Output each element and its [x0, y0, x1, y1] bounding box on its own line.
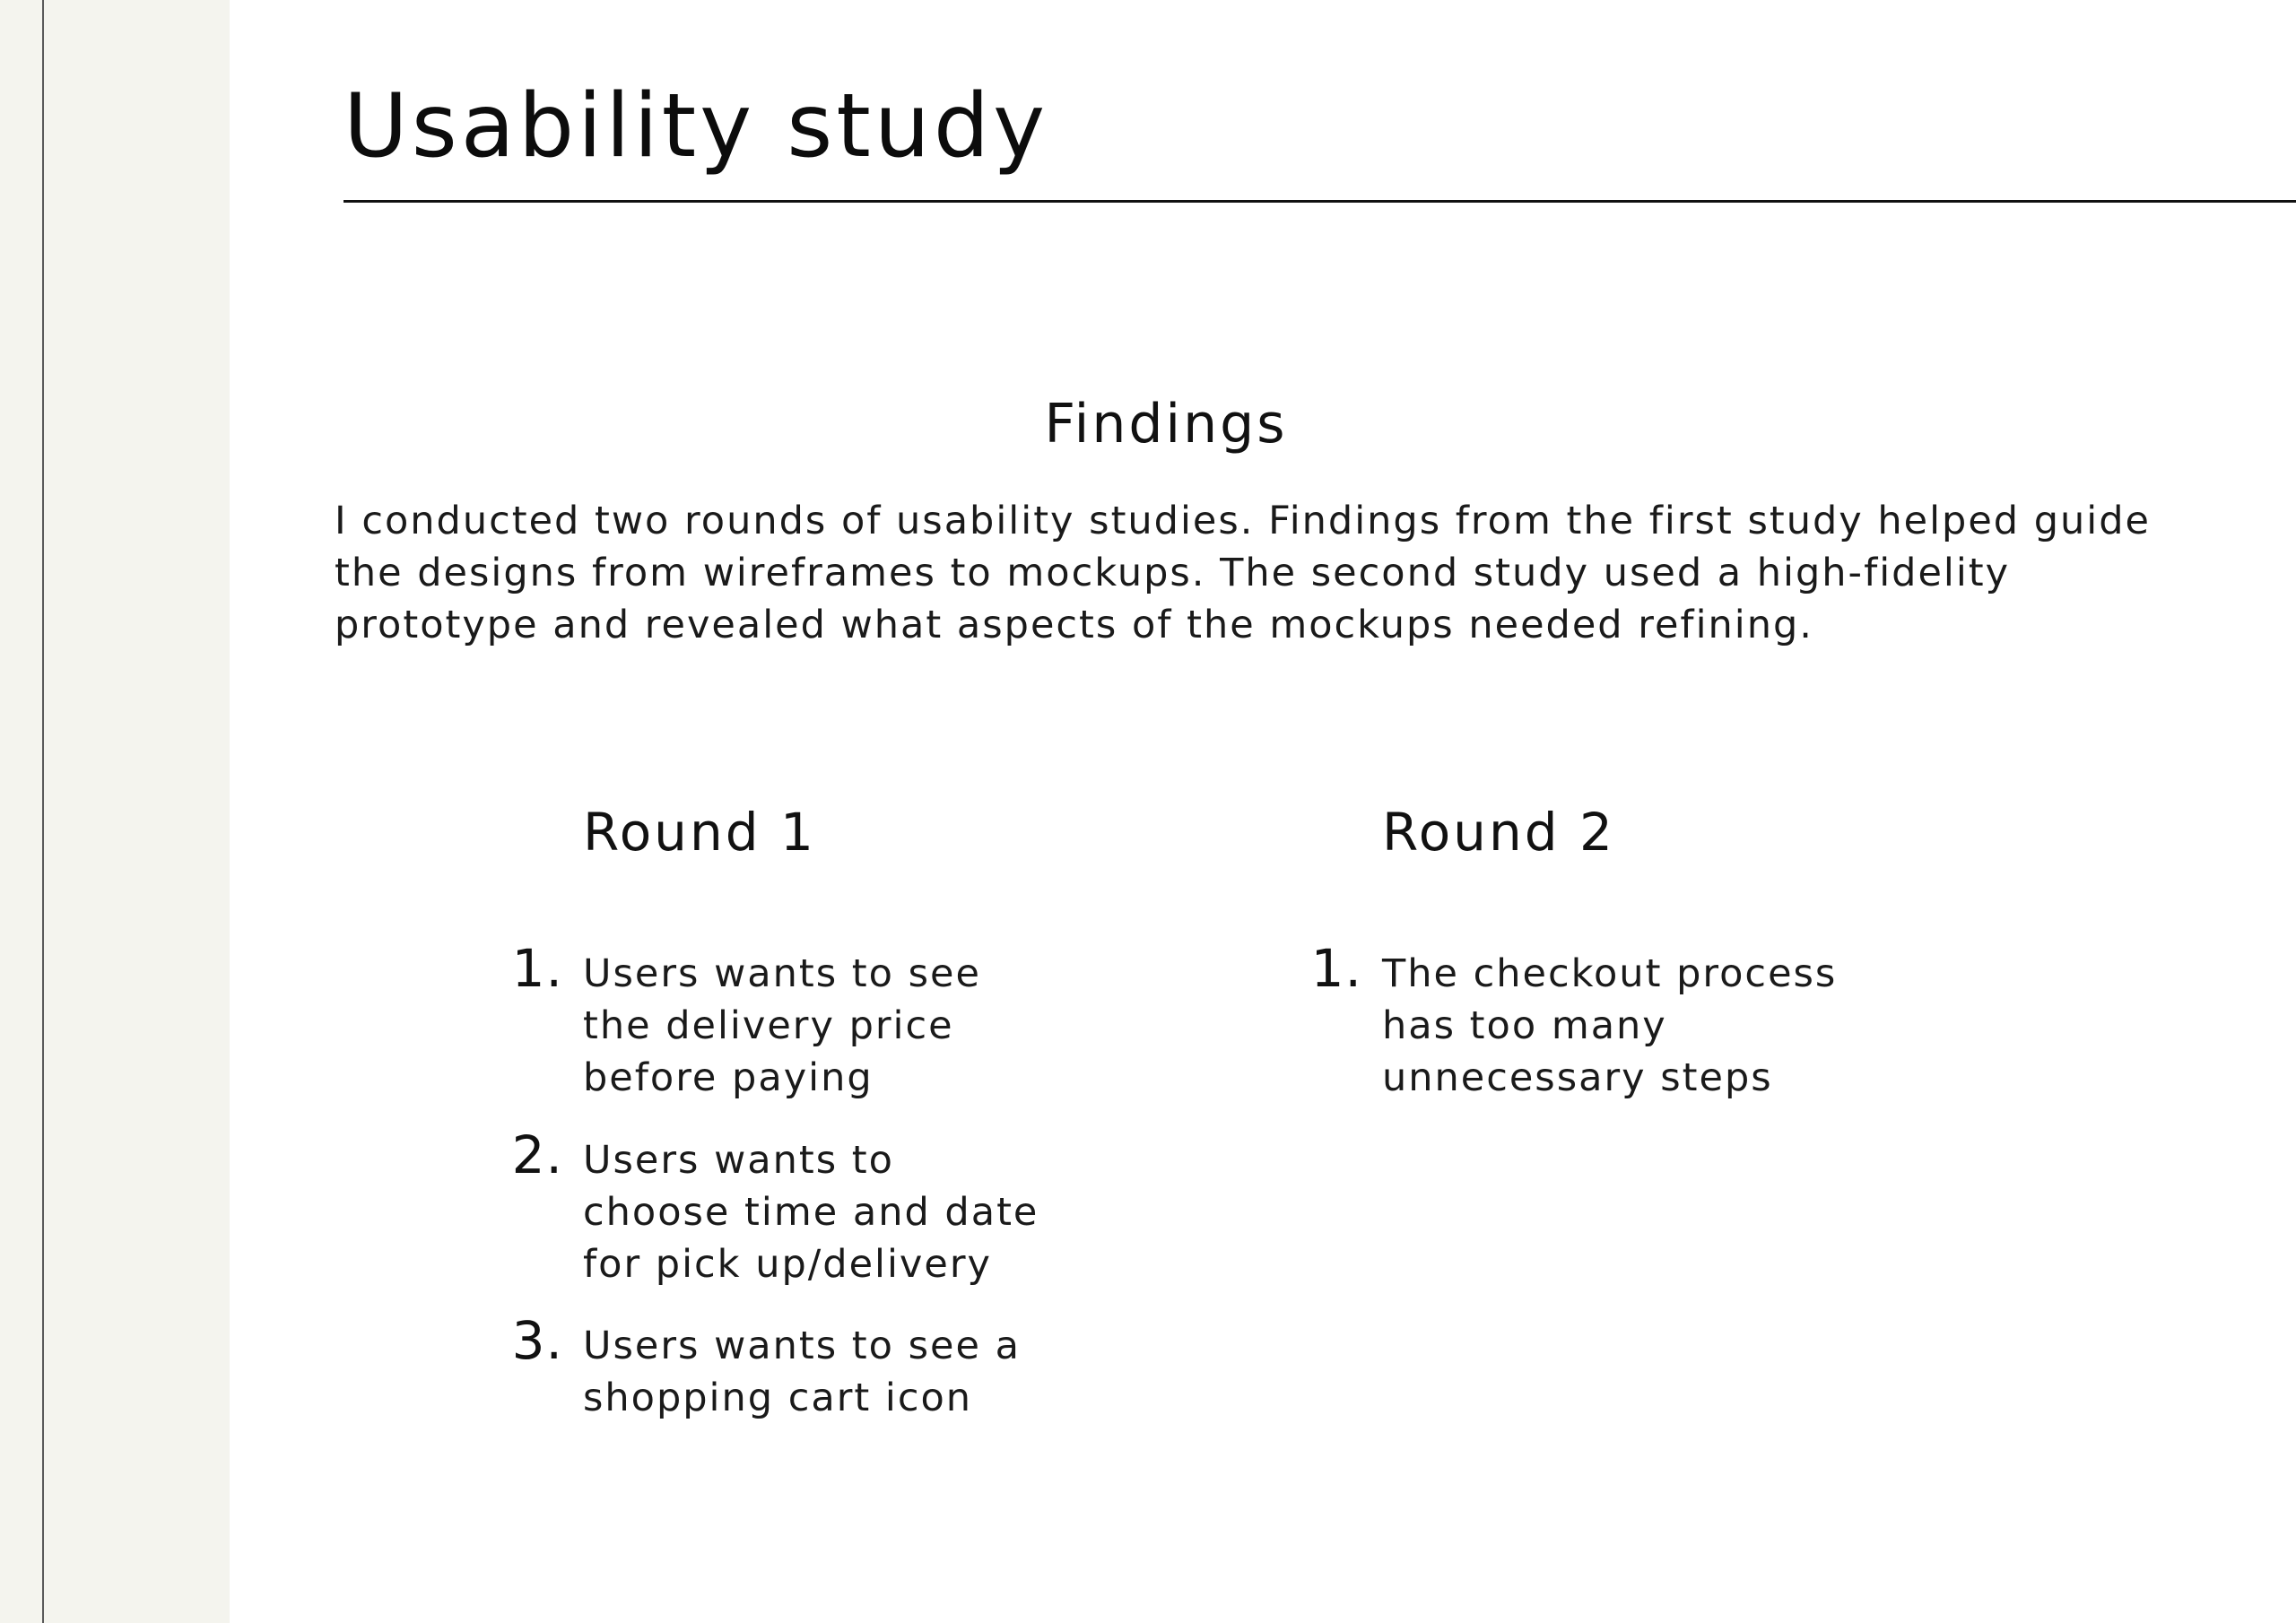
round-1-heading: Round 1 — [583, 802, 816, 863]
findings-intro — [335, 495, 2155, 651]
finding-line: has too many — [1382, 1003, 1667, 1048]
finding-text — [583, 948, 1049, 1104]
finding-text — [583, 1134, 1085, 1290]
finding-line: for pick up/delivery — [583, 1242, 992, 1287]
finding-text — [1382, 948, 1884, 1104]
finding-line: The checkout process — [1382, 951, 1838, 996]
intro-line: the designs from wireframes to mockups. The second study used a high-fidelity — [335, 551, 2011, 595]
intro-line: I conducted two rounds of usability studies. Findings from the first study helped guide — [335, 499, 2151, 543]
side-divider-line — [42, 0, 44, 1623]
finding-line: the delivery price — [583, 1003, 954, 1048]
finding-line: before paying — [583, 1055, 874, 1100]
finding-number: 2. — [511, 1124, 563, 1185]
finding-text — [583, 1320, 1103, 1424]
title-underline — [344, 200, 2296, 203]
finding-line: Users wants to see a — [583, 1324, 1021, 1368]
finding-line: choose time and date — [583, 1190, 1039, 1235]
page-title: Usability study — [344, 75, 1049, 178]
finding-number: 1. — [1310, 938, 1362, 999]
intro-line: prototype and revealed what aspects of the mockups needed refining. — [335, 603, 1813, 647]
finding-number: 1. — [511, 938, 563, 999]
finding-line: shopping cart icon — [583, 1376, 973, 1420]
finding-number: 3. — [511, 1310, 563, 1371]
findings-heading: Findings — [1044, 393, 1288, 456]
finding-line: unnecessary steps — [1382, 1055, 1773, 1100]
finding-line: Users wants to see — [583, 951, 981, 996]
round-2-heading: Round 2 — [1382, 802, 1615, 863]
finding-line: Users wants to — [583, 1138, 894, 1183]
side-panel — [0, 0, 230, 1623]
